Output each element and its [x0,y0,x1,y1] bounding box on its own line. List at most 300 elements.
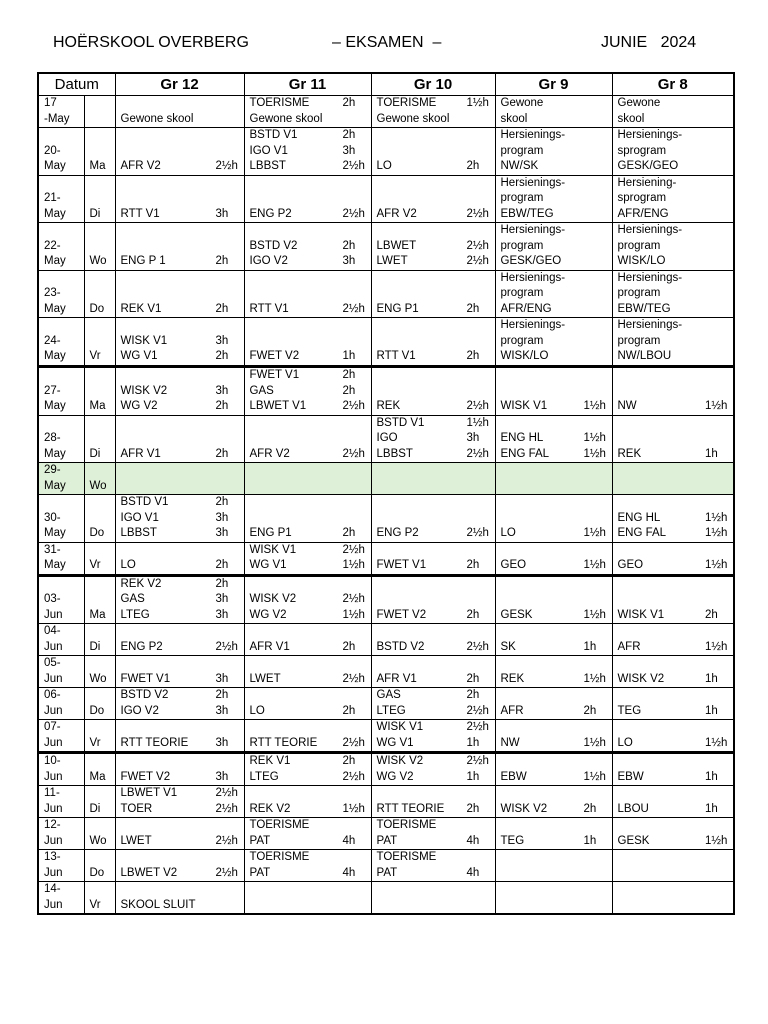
exam-cell [371,463,495,495]
duration-text: 2h [466,302,480,315]
exam-cell [495,175,612,223]
duration-text: 2h [466,160,480,172]
exam-cell [371,656,495,688]
duration-text [705,176,733,223]
subject-text: Hersienings- program NW/LBOU [617,319,683,362]
duration-text: 2½h [215,834,238,847]
subject-text: ENG P2 [120,640,163,653]
exam-cell [115,463,244,495]
exam-cell [495,270,612,318]
exam-cell [612,96,734,128]
subject-text: FWET V2 [376,608,427,621]
exam-cell [495,818,612,850]
duration-text [584,96,612,127]
subject-text: RTT V1 [249,302,289,315]
table-row [38,753,734,786]
exam-cell [371,753,495,786]
duration-text: 1½h [583,400,606,412]
duration-text: 4h [466,866,480,879]
duration-text: 1½h [583,672,606,685]
exam-cell [371,624,495,656]
duration-text [584,176,612,223]
subject-text: AFR V2 [376,207,417,220]
subject-text: WISK V1 WG V1 [376,721,424,749]
exam-cell [371,720,495,753]
subject-text: EBW [617,770,644,783]
day-cell: Ma [84,128,115,176]
subject-text: LO [376,160,392,172]
duration-text [705,96,733,127]
day-cell [84,96,115,128]
duration-text: 2h [342,527,356,539]
duration-text: 2h [342,97,356,109]
day-cell: Wo [84,463,115,495]
subject-text: AFR V2 [120,160,161,172]
subject-text: Hersienings- program EBW/TEG [617,271,683,315]
subject-text: Hersienings- program GESK/GEO [500,224,566,267]
exam-cell [244,542,371,575]
day-cell: Do [84,495,115,543]
exam-cell [115,415,244,463]
subject-text: BSTD V1 IGO V1 LBBST [120,496,169,539]
column-header: Gr 9 [495,73,612,96]
exam-cell [244,366,371,415]
exam-cell [495,656,612,688]
duration-text: 1h [583,834,597,847]
date-cell: 12- Jun [38,818,84,850]
subject-text: LBWET LWET [376,239,417,267]
exam-cell [115,128,244,176]
subject-text: LO [617,736,633,749]
exam-cell [612,786,734,818]
exam-cell [495,542,612,575]
duration-text: 2½h [342,207,365,220]
subject-text: REK V2 [249,802,291,815]
duration-text: 2h [466,350,480,362]
subject-text: REK V2 GAS LTEG [120,577,162,621]
duration-text: 1½h [705,834,728,847]
duration-text: 2½h [466,400,489,412]
duration-text: 3h [215,672,229,685]
exam-cell [244,270,371,318]
duration-text: 2½h [215,866,238,879]
exam-cell [115,786,244,818]
exam-cell [495,223,612,271]
exam-cell [612,542,734,575]
day-cell: Vr [84,318,115,367]
subject-text: ENG P1 [376,302,419,315]
duration-text: 1h [342,350,356,362]
date-cell: 22- May [38,223,84,271]
duration-text: 1½h [583,770,606,783]
duration-text: 1½h [583,527,606,539]
exam-cell [612,818,734,850]
table-row [38,415,734,463]
subject-text: LBWET V2 [120,866,178,879]
exam-cell [495,850,612,882]
exam-cell [495,463,612,495]
duration-text: 2h [466,672,480,685]
exam-cell [244,175,371,223]
table-row [38,656,734,688]
exam-cell [371,688,495,720]
exam-cell [115,720,244,753]
duration-text: 1h [583,640,597,653]
duration-text: 1h [705,704,718,717]
subject-text: Hersienings- program EBW/TEG [500,176,566,220]
exam-cell [495,624,612,656]
duration-text: 2h 3h [215,689,229,717]
day-cell: Do [84,850,115,882]
subject-text: Gewone skool [617,97,661,125]
subject-text: RTT V1 [376,350,416,362]
exam-cell [612,624,734,656]
duration-text: 2h [705,608,718,621]
duration-text: 2½h [466,527,489,539]
duration-text: 2h [466,608,480,621]
table-row [38,318,734,367]
subject-text: FWET V1 [120,672,171,685]
duration-text: 2h 3h [342,239,356,267]
subject-text: TOERISME PAT [249,819,310,847]
duration-text: 3h [215,736,229,749]
exam-cell [495,753,612,786]
exam-cell [115,270,244,318]
duration-text: 2½h 2½h [215,787,238,815]
duration-text [705,271,733,318]
exam-cell [115,656,244,688]
duration-text: 3h [215,207,229,220]
duration-text: 2h 2h 2½h [342,369,365,412]
exam-month: JUNIE 2024 [601,34,697,51]
date-cell: 31- May [38,542,84,575]
duration-text: 4h [342,866,356,879]
exam-cell [244,720,371,753]
column-header: Gr 11 [244,73,371,96]
day-cell: Vr [84,542,115,575]
exam-cell [244,786,371,818]
subject-text: REK V1 [120,302,162,315]
exam-cell [244,415,371,463]
duration-text: 2h [583,704,597,717]
exam-cell [612,656,734,688]
exam-cell [115,575,244,624]
exam-cell [371,270,495,318]
duration-text: 2h 3h 3h [215,496,229,539]
duration-text: 4h [466,834,480,847]
column-header: Gr 10 [371,73,495,96]
exam-cell [495,786,612,818]
subject-text: TOERISME Gewone skool [249,97,323,125]
table-row [38,688,734,720]
exam-cell [115,688,244,720]
exam-cell [371,575,495,624]
exam-cell [244,753,371,786]
table-row [38,366,734,415]
exam-cell [612,882,734,915]
subject-text: Hersienings- program WISK/LO [500,319,566,362]
subject-text: NW [617,400,637,412]
date-cell: 20- May [38,128,84,176]
exam-cell [371,818,495,850]
date-cell: 03- Jun [38,575,84,624]
exam-cell [612,128,734,176]
table-row [38,223,734,271]
duration-text [584,318,612,365]
duration-text: 3h 2h [215,334,229,362]
subject-text: FWET V1 [376,559,427,571]
exam-cell [371,850,495,882]
date-cell: 14- Jun [38,882,84,915]
date-cell: 13- Jun [38,850,84,882]
exam-cell [115,850,244,882]
exam-cell [612,366,734,415]
subject-text: ENG HL ENG FAL [500,432,550,460]
exam-cell [612,463,734,495]
duration-text: 1½h [705,736,728,749]
exam-cell [115,882,244,915]
exam-cell [612,318,734,367]
duration-text: 2½h 1½h [342,593,365,621]
exam-cell [115,495,244,543]
date-cell: 28- May [38,415,84,463]
day-cell: Ma [84,366,115,415]
exam-cell [371,96,495,128]
subject-text: LBWET V1 TOER [120,787,178,815]
table-row [38,96,734,128]
exam-timetable [37,72,735,915]
exam-cell [115,96,244,128]
exam-cell [115,175,244,223]
subject-text: AFR V1 [249,640,290,653]
subject-text: AFR V2 [249,447,290,460]
subject-text: BSTD V1 IGO V1 LBBST [249,129,298,172]
exam-cell [612,688,734,720]
subject-text: LO [500,527,516,539]
exam-cell [495,96,612,128]
date-cell: 11- Jun [38,786,84,818]
exam-cell [371,366,495,415]
date-cell: 17 -May [38,96,84,128]
subject-text: GEO [500,559,527,571]
subject-text: BSTD V2 IGO V2 [249,239,298,267]
date-cell: 07- Jun [38,720,84,753]
table-row [38,850,734,882]
duration-text: 2h [215,302,229,315]
subject-text: AFR V1 [120,447,161,460]
date-cell: 23- May [38,270,84,318]
school-name: HOËRSKOOL OVERBERG [53,34,249,51]
subject-text: TOERISME PAT [249,851,310,879]
exam-cell [244,818,371,850]
subject-text: LBOU [617,802,649,815]
exam-cell [244,463,371,495]
duration-text [705,223,733,270]
exam-cell [115,753,244,786]
duration-text: 1½h 1½h [705,511,728,539]
exam-cell [495,366,612,415]
duration-text: 1½h [583,608,606,621]
subject-text: WISK V1 WG V1 [249,543,297,571]
subject-text: NW [500,736,520,749]
subject-text: WISK V1 [617,608,665,621]
subject-text: WISK V1 WG V1 [120,334,168,362]
column-header: Gr 12 [115,73,244,96]
subject-text: Hersienings- program NW/SK [500,129,566,172]
duration-text: 2h [215,255,229,267]
exam-cell [495,882,612,915]
exam-title: – EKSAMEN – [332,34,442,51]
date-cell: 29- May [38,463,84,495]
subject-text: BSTD V1 IGO LBBST [376,416,425,460]
subject-text: LWET [249,672,281,685]
duration-text: 2h [466,559,480,571]
subject-text: AFR [617,640,641,653]
subject-text: GESK [617,834,650,847]
exam-cell [495,688,612,720]
exam-cell [244,882,371,915]
exam-cell [371,128,495,176]
duration-text: 1½h [583,736,606,749]
subject-text: BSTD V2 IGO V2 [120,689,169,717]
date-cell: 27- May [38,366,84,415]
exam-cell [371,318,495,367]
exam-cell [244,656,371,688]
subject-text: WISK V2 [617,672,665,685]
subject-text: WISK V2 WG V2 [376,755,424,783]
duration-text: 2½h [342,672,365,685]
duration-text: 1½h 1½h [583,432,606,460]
duration-text: 2½h [215,640,238,653]
subject-text: GAS LTEG [376,689,406,717]
subject-text: LO [249,704,265,717]
subject-text: LWET [120,834,152,847]
subject-text: FWET V1 GAS LBWET V1 [249,369,307,412]
duration-text [705,128,733,175]
subject-text: TEG [500,834,525,847]
duration-text [584,271,612,318]
duration-text: 2h [342,704,356,717]
duration-text: 1½h 3h 2½h [466,416,489,460]
day-cell: Do [84,270,115,318]
duration-text: 1h [705,672,718,685]
exam-cell [612,495,734,543]
duration-text: 2h [215,559,229,571]
exam-cell [612,850,734,882]
exam-cell [495,128,612,176]
duration-text: 2½h 1h [466,721,489,749]
exam-cell [495,575,612,624]
duration-text: 2½h 1½h [342,543,365,571]
table-row [38,542,734,575]
date-cell: 04- Jun [38,624,84,656]
column-header: Gr 8 [612,73,734,96]
exam-cell [371,882,495,915]
date-cell: 30- May [38,495,84,543]
subject-text: FWET V2 [249,350,300,362]
duration-text: 4h [342,834,356,847]
day-cell: Vr [84,882,115,915]
exam-cell [371,415,495,463]
subject-text: WISK V1 [500,400,548,412]
subject-text: ENG P2 [376,527,419,539]
exam-cell [244,688,371,720]
table-row [38,818,734,850]
subject-text: REK [617,447,642,460]
duration-text: 1½h [705,559,728,571]
subject-text: SK [500,640,516,653]
exam-cell [244,318,371,367]
day-cell: Di [84,415,115,463]
exam-cell [371,223,495,271]
exam-cell [495,415,612,463]
subject-text: AFR V1 [376,672,417,685]
duration-text: 2h [215,447,229,460]
day-cell: Di [84,786,115,818]
subject-text: Hersienings- sprogram GESK/GEO [617,129,683,172]
exam-cell [612,175,734,223]
duration-text [216,96,244,127]
day-cell: Di [84,175,115,223]
date-cell: 10- Jun [38,753,84,786]
duration-text: 2½h [215,160,238,172]
exam-cell [495,318,612,367]
duration-text [216,898,244,914]
subject-text: BSTD V2 [376,640,425,653]
duration-text: 1½h [466,97,489,109]
exam-cell [612,270,734,318]
date-cell: 21- May [38,175,84,223]
duration-text: 1½h [583,559,606,571]
subject-text: TOERISME Gewone skool [376,97,450,125]
exam-cell [115,366,244,415]
exam-cell [612,720,734,753]
duration-text [584,128,612,175]
duration-text: 1½h [342,802,365,815]
table-row [38,270,734,318]
subject-text: TEG [617,704,642,717]
exam-cell [115,624,244,656]
duration-text: 2h [466,802,480,815]
table-row [38,720,734,753]
date-cell: 24- May [38,318,84,367]
day-cell: Wo [84,818,115,850]
table-row [38,495,734,543]
subject-text: Gewone skool [120,112,194,125]
duration-text: 1½h [705,400,728,412]
header-row [38,73,734,96]
duration-text: 2½h [342,736,365,749]
table-row [38,882,734,915]
subject-text: WISK V2 [500,802,548,815]
table-row [38,575,734,624]
subject-text: TOERISME PAT [376,851,437,879]
exam-cell [371,495,495,543]
table-row [38,463,734,495]
duration-text [584,223,612,270]
exam-cell [612,575,734,624]
duration-text: 2½h [342,447,365,460]
exam-cell [495,720,612,753]
exam-cell [244,223,371,271]
subject-text: REK [376,400,401,412]
duration-text: 1½h [705,640,728,653]
subject-text: Hersienings- program WISK/LO [617,224,683,267]
duration-text: 2½h [466,640,489,653]
column-header: Datum [38,73,115,96]
subject-text: RTT TEORIE [249,736,318,749]
duration-text: 2½h [342,302,365,315]
